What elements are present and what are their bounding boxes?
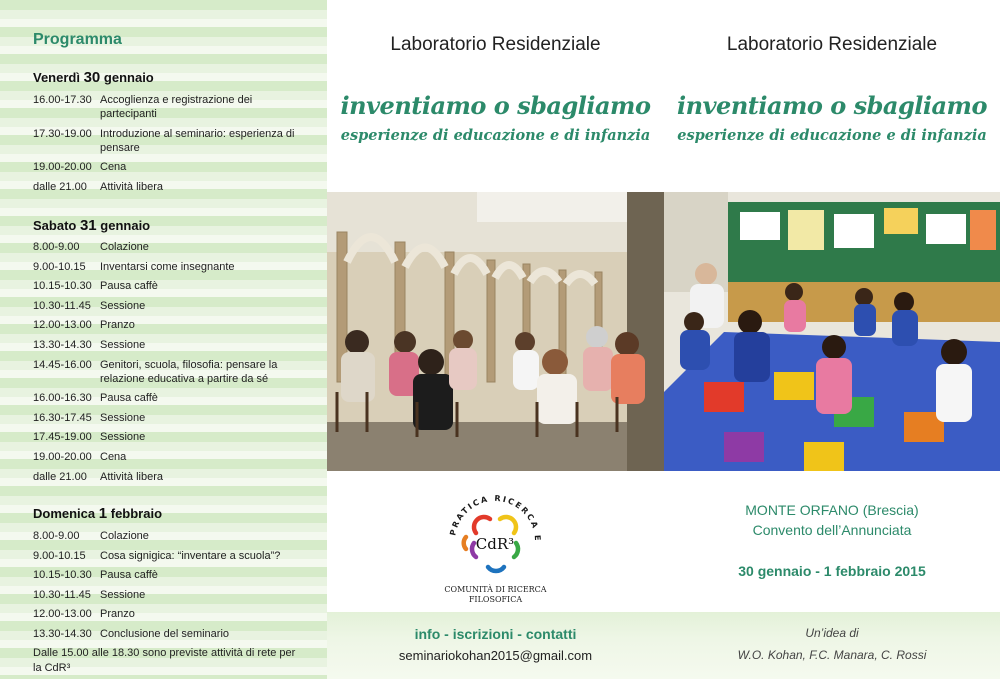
schedule-row: 13.30-14.30 Sessione [33,338,146,351]
schedule-list [33,240,303,489]
schedule-list [33,529,303,647]
svg-text:PRATICA RICERCA EDUCAZIONE: PRATICA RICERCA E [448,493,543,543]
schedule-row: 17.45-19.00 Sessione [33,431,146,444]
day-heading: Sabato 31 gennaio [33,217,151,234]
contact-band [327,612,664,679]
day-heading: Venerdì 30 gennaio [33,69,154,86]
schedule-row: 10.30-11.45 Sessione [33,588,146,601]
classroom-photo [664,192,1000,471]
cover-panel [664,0,1000,679]
program-panel [0,0,327,679]
program-title: Programma [33,31,122,48]
schedule-row: 9.00-10.15 Cosa signigica: “inventare a scuola”? [33,549,281,562]
schedule-row: 12.00-13.00 Pranzo [33,319,135,332]
middle-panel [327,0,664,679]
cover-title: inventiamo o sbagliamo [677,91,987,120]
schedule-row: 19.00-20.00 Cena [33,450,127,463]
cdr-logo-text: CdR³ [475,535,515,553]
schedule-row: 10.15-10.30 Pausa caffè [33,569,158,582]
schedule-row: 12.00-13.00 Pranzo [33,608,135,621]
contact-email[interactable]: seminariokohan2015@gmail.com [398,648,593,663]
schedule-row: dalle 21.00 Attività libera [33,470,163,483]
cover-lab-title: Laboratorio Residenziale [726,34,938,55]
cloister-photo-image [327,192,664,471]
network-note: Dalle 15.00 alle 18.30 sono previste attività di rete per la CdR³ [33,647,296,674]
info-heading: info - iscrizioni - contatti [414,626,577,642]
cdr-logo-graphic [432,485,558,585]
classroom-photo-image [664,192,1000,471]
logo-caption: COMUNITÀ DI RICERCA FILOSOFICA [444,585,547,604]
schedule-list [33,93,303,199]
lab-title: Laboratorio Residenziale [390,34,601,55]
schedule-row: 17.30-19.00 Introduzione al seminario: esperienza di pensare [33,127,295,154]
schedule-row: 8.00-9.00 Colazione [33,530,149,542]
schedule-row: 10.15-10.30 Pausa caffè [33,280,158,293]
schedule-row: dalle 21.00 Attività libera [33,180,163,193]
seminar-title: inventiamo o sbagliamo [340,91,651,120]
schedule-row: 14.45-16.00 Genitori, scuola, filosofia: pensare la relazione educativa a partire da sé [33,358,278,385]
schedule-row: 19.00-20.00 Cena [33,161,127,174]
credits-band [664,612,1000,679]
venue: MONTE ORFANO (Brescia) Convento dell’Annunciata [745,502,919,538]
seminar-subtitle: esperienze di educazione e di infanzia [340,127,651,144]
schedule-row: 16.30-17.45 Sessione [33,411,146,424]
cover-subtitle: esperienze di educazione e di infanzia [677,127,987,144]
cloister-photo [327,192,664,471]
schedule-row: 10.30-11.45 Sessione [33,299,146,312]
event-dates: 30 gennaio - 1 febbraio 2015 [738,563,926,579]
day-heading: Domenica 1 febbraio [33,505,163,522]
schedule-row: 16.00-16.30 Pausa caffè [33,392,158,405]
schedule-row: 16.00-17.30 Accoglienza e registrazione dei partecipanti [33,94,253,120]
schedule-row: 8.00-9.00 Colazione [33,241,149,253]
idea-by: Un’idea di [805,626,859,640]
schedule-row: 13.30-14.30 Conclusione del seminario [33,627,230,640]
schedule-row: 9.00-10.15 Inventarsi come insegnante [33,260,235,273]
authors: W.O. Kohan, F.C. Manara, C. Rossi [737,648,927,662]
